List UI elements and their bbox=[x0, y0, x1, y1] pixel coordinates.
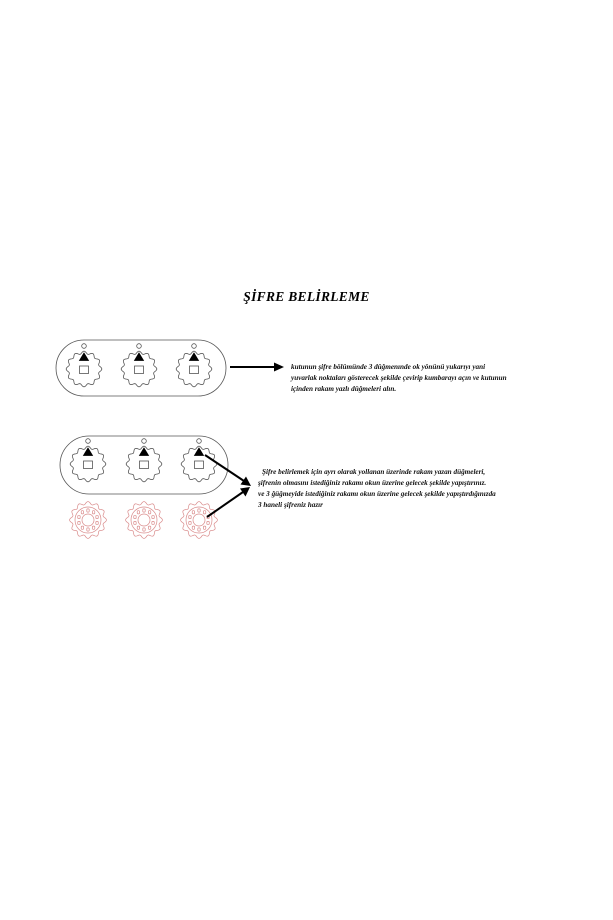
instruction-line: ve 3 ğüğmeyide istediğiniz rakamı okun üzerine gelecek şekilde yapıştırdığınızda bbox=[258, 490, 496, 498]
sticker-digit-mark bbox=[87, 509, 89, 512]
number-sticker bbox=[70, 502, 107, 539]
sticker-digit-mark bbox=[198, 528, 200, 531]
sticker-digit-mark bbox=[137, 511, 139, 514]
dial bbox=[176, 344, 212, 387]
dial-window bbox=[135, 366, 144, 374]
sticker-digit-mark bbox=[192, 526, 194, 529]
dial-window bbox=[195, 461, 204, 469]
dial bbox=[126, 439, 162, 482]
instruction-line: Şifre belirlemek için ayrı olarak yollanan üzerinde rakam yazan düğmeleri, bbox=[262, 468, 486, 476]
sticker-digit-mark bbox=[92, 526, 94, 529]
instruction-line: şifrenin olmasını istediğiniz rakamı okun üzerine gelecek şekilde yapıştırınız. bbox=[258, 479, 487, 487]
position-dot-icon bbox=[86, 439, 91, 444]
number-sticker bbox=[181, 502, 218, 539]
sticker-digit-mark bbox=[143, 509, 145, 512]
sticker-center bbox=[193, 514, 205, 526]
sticker-digit-mark bbox=[189, 515, 191, 518]
lock-housing-1 bbox=[56, 340, 226, 396]
arrow-2b bbox=[207, 487, 250, 517]
sticker-digit-mark bbox=[134, 515, 136, 518]
sticker-center bbox=[138, 514, 150, 526]
sticker-digit-mark bbox=[207, 521, 209, 524]
sticker-digit-mark bbox=[78, 521, 80, 524]
lock-panel-1 bbox=[56, 340, 226, 396]
lock-housing-2 bbox=[60, 436, 228, 494]
position-dot-icon bbox=[137, 344, 142, 349]
dial bbox=[70, 439, 106, 482]
sticker-ring bbox=[131, 507, 157, 533]
position-dot-icon bbox=[192, 344, 197, 349]
sticker-digit-mark bbox=[81, 511, 83, 514]
sticker-digit-mark bbox=[148, 526, 150, 529]
sticker-digit-mark bbox=[96, 515, 98, 518]
sticker-center bbox=[82, 514, 94, 526]
sticker-digit-mark bbox=[81, 526, 83, 529]
sticker-digit-mark bbox=[137, 526, 139, 529]
sticker-digit-mark bbox=[134, 521, 136, 524]
position-dot-icon bbox=[197, 439, 202, 444]
sticker-ring bbox=[75, 507, 101, 533]
position-dot-icon bbox=[82, 344, 87, 349]
sticker-digit-mark bbox=[87, 528, 89, 531]
instruction-line: kutunun şifre bölümünde 3 düğmenınde ok yönünü yukarıyı yani bbox=[291, 363, 486, 371]
number-sticker bbox=[126, 502, 163, 539]
dial-window bbox=[84, 461, 93, 469]
page-title: ŞİFRE BELİRLEME bbox=[243, 289, 370, 304]
sticker-digit-mark bbox=[96, 521, 98, 524]
instruction-line: içinden rakam yazlı düğmeleri alın. bbox=[291, 385, 397, 393]
instruction-line: 3 haneli şifreniz hazır bbox=[258, 501, 323, 509]
dial-window bbox=[80, 366, 89, 374]
sticker-digit-mark bbox=[152, 521, 154, 524]
dial-window bbox=[190, 366, 199, 374]
dial-window bbox=[140, 461, 149, 469]
sticker-digit-mark bbox=[148, 511, 150, 514]
sticker-digit-mark bbox=[143, 528, 145, 531]
sticker-digit-mark bbox=[203, 511, 205, 514]
dial bbox=[121, 344, 157, 387]
instruction-line: yuvarlak noktaları gösterecek şekilde çevirip kumbarayı açın ve kutunun bbox=[291, 374, 507, 382]
step-2-instructions bbox=[258, 467, 496, 511]
sticker-digit-mark bbox=[189, 521, 191, 524]
sticker-digit-mark bbox=[198, 509, 200, 512]
sticker-digit-mark bbox=[92, 511, 94, 514]
dial bbox=[66, 344, 102, 387]
arrow-2a bbox=[205, 455, 251, 486]
number-stickers bbox=[70, 502, 218, 539]
step-1-instructions bbox=[291, 362, 507, 395]
position-dot-icon bbox=[142, 439, 147, 444]
sticker-ring bbox=[186, 507, 212, 533]
sticker-digit-mark bbox=[203, 526, 205, 529]
lock-panel-2 bbox=[60, 436, 228, 494]
sticker-digit-mark bbox=[78, 515, 80, 518]
arrow-1 bbox=[230, 363, 284, 372]
sticker-digit-mark bbox=[192, 511, 194, 514]
sticker-digit-mark bbox=[152, 515, 154, 518]
